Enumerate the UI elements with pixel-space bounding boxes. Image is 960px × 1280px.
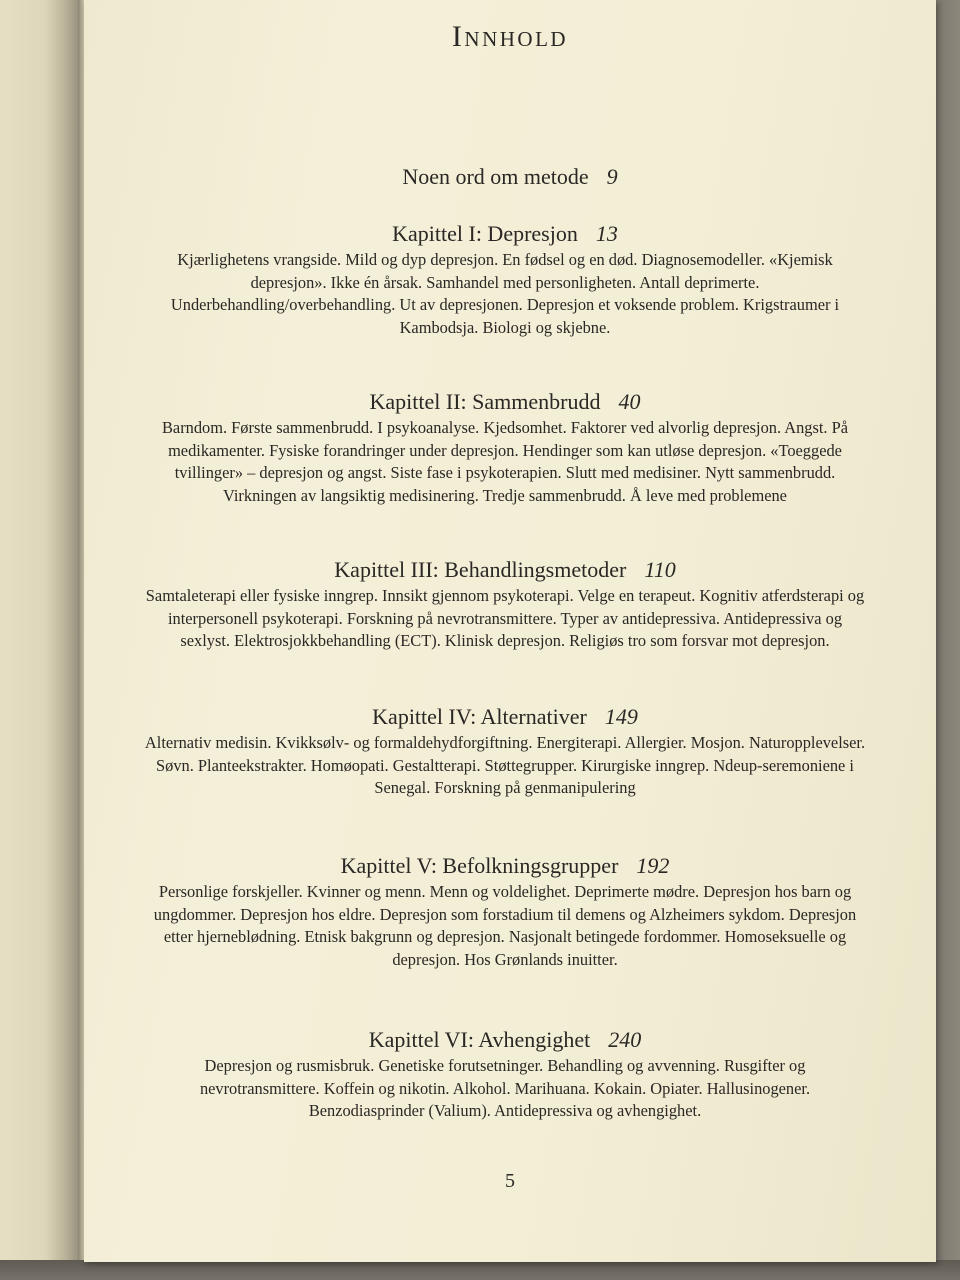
- chapter-page-number: 240: [608, 1027, 642, 1052]
- chapter-name: Kapittel I: Depresjon: [392, 221, 578, 246]
- chapter-description: Barndom. Første sammenbrudd. I psykoanalyse. Kjedsomhet. Faktorer ved alvorlig depresjon. Angst. På medikamenter. Fysiske forandringer under depresjon. Hendinger som kan utløse depresjon. «Toeggede tvillinger» – depresjon og angst. Siste fase i psykoterapien. Slutt med medisiner. Nytt sammenbrudd. Virkningen av langsiktig medisinering. Tredje sammenbrudd. Å leve med problemene: [161, 418, 848, 505]
- chapter-name: Kapittel VI: Avhengighet: [368, 1027, 591, 1052]
- chapter-name: Kapittel IV: Alternativer: [372, 704, 587, 729]
- table-surface-bottom: [0, 1260, 960, 1280]
- chapter-description: Personlige forskjeller. Kvinner og menn. Menn og voldelighet. Deprimerte mødre. Depresjon hos barn og ungdommer. Depresjon hos eldre. Depresjon som forstadium til demens og Alzheimers sykdom. Depresjon etter hjerneblødning. Etnisk bakgrunn og depresjon. Nasjonalt betingede fordommer. Homoseksuelle og depresjon. Hos Grønlands inuitter.: [153, 882, 857, 969]
- table-of-contents: [84, 0, 936, 1262]
- chapter-page-number: 149: [604, 704, 638, 729]
- chapter-title: [144, 1026, 866, 1054]
- chapter-description: Kjærlighetens vrangside. Mild og dyp depresjon. En fødsel og en død. Diagnosemodeller. «Kjemisk depresjon». Ikke én årsak. Samhandel med personligheten. Antall deprimerte. Underbehandling/overbehandling. Ut av depresjonen. Depresjon et voksende problem. Krigstraumer i Kambodsja. Biologi og skjebne.: [170, 250, 840, 337]
- chapter-title: [144, 388, 866, 416]
- chapter-3: [144, 556, 866, 653]
- chapter-name: Kapittel V: Befolkningsgrupper: [340, 853, 619, 878]
- method-page-number: 9: [606, 164, 618, 189]
- chapter-title: [144, 852, 866, 880]
- chapter-page-number: 192: [636, 853, 670, 878]
- chapter-name: Kapittel II: Sammenbrudd: [369, 389, 601, 414]
- chapter-title: [144, 556, 866, 584]
- chapter-4: [144, 703, 866, 800]
- page-number: 5: [505, 1170, 515, 1192]
- method-entry: [84, 164, 936, 190]
- chapter-2: [144, 388, 866, 507]
- book-page: [84, 0, 936, 1262]
- chapter-page-number: 110: [644, 557, 676, 582]
- chapter-page-number: 13: [595, 221, 618, 246]
- chapter-name: Kapittel III: Behandlingsmetoder: [334, 557, 627, 582]
- chapter-page-number: 40: [618, 389, 641, 414]
- chapter-title: [144, 703, 866, 731]
- chapter-6: [144, 1026, 866, 1123]
- chapter-1: [144, 220, 866, 339]
- chapter-description: Alternativ medisin. Kvikksølv- og formaldehydforgiftning. Energiterapi. Allergier. Mosjon. Naturopplevelser. Søvn. Planteekstrakter. Homøopati. Gestaltterapi. Støttegrupper. Kirurgiske inngrep. Ndeup-seremoniene i Senegal. Forskning på genmanipulering: [144, 733, 866, 798]
- chapter-5: [144, 852, 866, 971]
- page-heading: Innhold: [451, 20, 569, 53]
- chapter-title: [144, 220, 866, 248]
- chapter-description: Samtaleterapi eller fysiske inngrep. Innsikt gjennom psykoterapi. Velge en terapeut. Kognitiv atferdsterapi og interpersonell psykoterapi. Forskning på nevrotransmittere. Typer av antidepressiva. Antidepressiva og sexlyst. Elektrosjokkbehandling (ECT). Klinisk depresjon. Religiøs tro som forsvar mot depresjon.: [145, 586, 865, 651]
- method-title: Noen ord om metode: [402, 164, 589, 189]
- chapter-description: Depresjon og rusmisbruk. Genetiske forutsetninger. Behandling og avvenning. Rusgifter og nevrotransmittere. Koffein og nikotin. Alkohol. Marihuana. Kokain. Opiater. Hallusinogener. Benzodiasprinder (Valium). Antidepressiva og avhengighet.: [199, 1056, 811, 1121]
- book-gutter: [0, 0, 82, 1280]
